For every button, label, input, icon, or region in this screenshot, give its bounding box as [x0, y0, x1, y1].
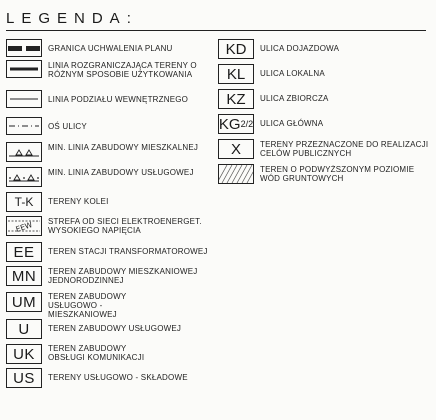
- symbol-ee: EE: [6, 242, 42, 262]
- symbol-mn: MN: [6, 266, 42, 286]
- legend-label: OŚ ULICY: [48, 122, 87, 131]
- legend-item-single-family-housing: [6, 266, 216, 286]
- symbol-kg: [218, 114, 254, 134]
- symbol-kl: KL: [218, 64, 254, 84]
- legend-item-service-building-line: [6, 167, 216, 187]
- symbol-t-k: T-K: [6, 192, 42, 212]
- legend-item-high-groundwater: [218, 164, 432, 184]
- thin-line-symbol-icon: [6, 90, 42, 108]
- legend-label: ULICA GŁÓWNA: [260, 119, 324, 128]
- symbol-kd: KD: [218, 39, 254, 59]
- legend-title: LEGENDA:: [6, 10, 426, 31]
- symbol-um: UM: [6, 292, 42, 312]
- legend-label: MIN. LINIA ZABUDOWY MIESZKALNEJ: [48, 143, 199, 152]
- legend-item-plan-boundary: [6, 39, 216, 59]
- legend-label: STREFA OD SIECI ELEKTROENERGET. WYSOKIEGO NAPIĘCIA: [48, 217, 202, 235]
- legend-item-access-road: [218, 39, 432, 59]
- legend-label: TEREN STACJI TRANSFORMATOROWEJ: [48, 247, 208, 256]
- symbol-u: U: [6, 319, 42, 339]
- legend-item-transport-services: [6, 344, 216, 364]
- symbol-kg-text: KG: [218, 115, 241, 133]
- symbol-x: X: [218, 139, 254, 159]
- legend-item-internal-line: [6, 90, 216, 110]
- double-line-symbol-icon: [6, 39, 42, 57]
- legend-label: GRANICA UCHWALENIA PLANU: [48, 44, 173, 53]
- legend-label: ULICA LOKALNA: [260, 69, 325, 78]
- hatched-area-symbol-icon: [218, 164, 254, 184]
- power-line-zone-icon: [6, 216, 42, 236]
- legend-item-public-purpose: [218, 139, 432, 159]
- legend-label: ULICA ZBIORCZA: [260, 94, 329, 103]
- legend-item-power-line-zone: [6, 216, 216, 236]
- dash-dot-line-symbol-icon: [6, 117, 42, 135]
- legend-item-street-axis: [6, 117, 216, 137]
- legend-item-service-area: [6, 319, 216, 339]
- legend-label: TEREN O PODWYŻSZONYM POZIOMIE WÓD GRUNTOWYCH: [260, 165, 415, 183]
- legend-item-main-road: [218, 114, 432, 134]
- legend-item-service-residential: [6, 292, 216, 319]
- legend-label: TERENY KOLEI: [48, 197, 109, 206]
- legend-label: TEREN ZABUDOWY OBSŁUGI KOMUNIKACJI: [48, 344, 145, 362]
- legend-label: TEREN ZABUDOWY USŁUGOWEJ: [48, 324, 182, 333]
- power-zone-code: EEW: [14, 220, 34, 234]
- legend-item-service-storage: [6, 368, 216, 388]
- triangle-line-symbol-icon: [6, 142, 42, 162]
- symbol-kg-sup: 2/2: [240, 119, 254, 129]
- symbol-uk: UK: [6, 344, 42, 364]
- legend-item-collector-road: [218, 89, 432, 109]
- triangle-dot-line-symbol-icon: [6, 167, 42, 187]
- legend-item-local-road: [218, 64, 432, 84]
- legend-label: MIN. LINIA ZABUDOWY USŁUGOWEJ: [48, 168, 194, 177]
- legend-label: TEREN ZABUDOWY USŁUGOWO - MIESZKANIOWEJ: [48, 292, 127, 319]
- legend-label: TERENY USŁUGOWO - SKŁADOWE: [48, 373, 188, 382]
- legend-item-transformer-station: [6, 242, 216, 262]
- legend-label: LINIA ROZGRANICZAJĄCA TERENY O RÓŻNYM SPOSOBIE UŻYTKOWANIA: [48, 61, 197, 79]
- legend-label: TERENY PRZEZNACZONE DO REALIZACJI CELÓW PUBLICZNYCH: [260, 140, 429, 158]
- legend-item-railway: [6, 192, 216, 212]
- symbol-kz: KZ: [218, 89, 254, 109]
- legend-item-boundary-line: [6, 60, 216, 80]
- thick-line-symbol-icon: [6, 60, 42, 78]
- legend-label: LINIA PODZIAŁU WEWNĘTRZNEGO: [48, 95, 189, 104]
- legend-label: ULICA DOJAZDOWA: [260, 44, 340, 53]
- legend-label: TEREN ZABUDOWY MIESZKANIOWEJ JEDNORODZINNEJ: [48, 267, 198, 285]
- legend-item-residential-building-line: [6, 142, 216, 162]
- symbol-us: US: [6, 368, 42, 388]
